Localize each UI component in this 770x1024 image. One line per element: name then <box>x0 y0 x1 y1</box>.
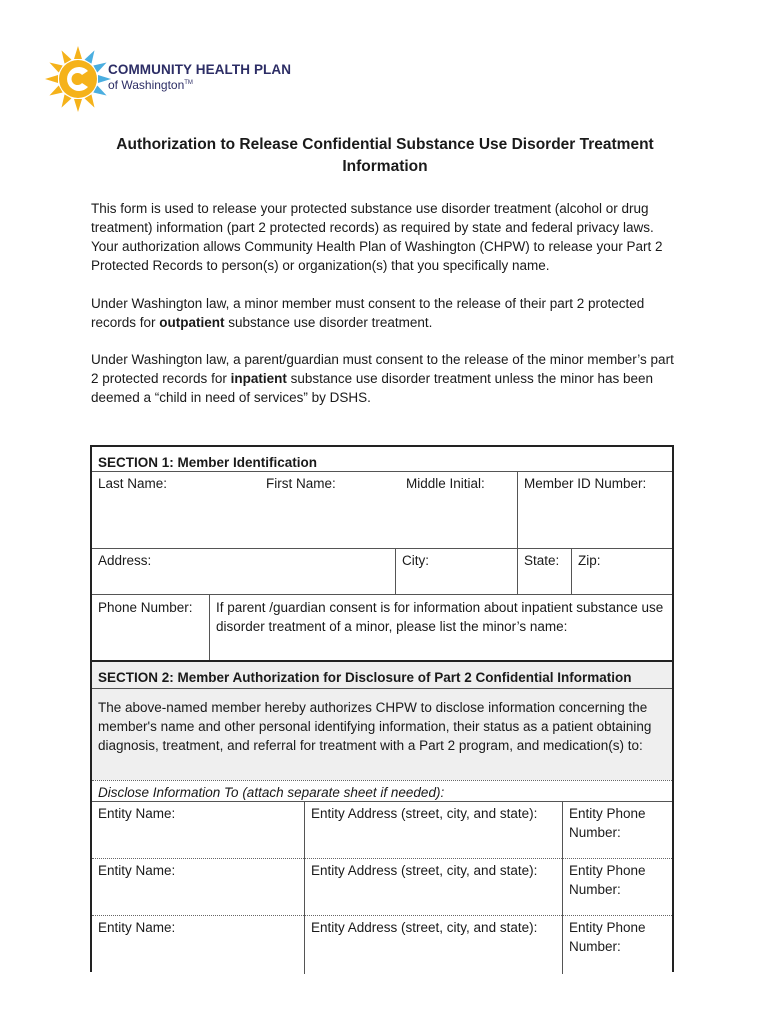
minor-name-note: If parent /guardian consent is for information about inpatient substance use disorder treatment of a minor, please list the minor’s name: <box>216 600 664 634</box>
entity-name-label: Entity Name: <box>98 806 176 821</box>
document-title: Authorization to Release Confidential Substance Use Disorder Treatment Information <box>116 136 654 175</box>
member-id-field[interactable] <box>518 492 674 547</box>
phone-label: Phone Number: <box>98 600 193 615</box>
entity-address-label: Entity Address (street, city, and state): <box>311 920 538 935</box>
entity-name-label: Entity Name: <box>98 863 176 878</box>
entity-name-label: Entity Name: <box>98 920 176 935</box>
phone-field[interactable] <box>92 617 208 659</box>
city-field[interactable] <box>396 567 516 593</box>
entity-address-label: Entity Address (street, city, and state): <box>311 863 538 878</box>
intro-paragraph-1: This form is used to release your protected substance use disorder treatment (alcohol or drug treatment) information (part 2 protected records) as required by state and federal privacy laws. Your authorization allows Community Health Plan of Washington (CHPW) to release your Part 2 Protected Records to person(s) or organization(s) that you specifically name. <box>91 201 663 273</box>
sun-rays-icon <box>45 46 111 112</box>
authorization-form <box>90 445 674 972</box>
last-name-label: Last Name: <box>98 476 168 491</box>
first-name-label: First Name: <box>266 476 336 491</box>
section2-header: SECTION 2: Member Authorization for Disclosure of Part 2 Confidential Information <box>98 670 632 685</box>
entity-phone-label: Entity Phone Number: <box>569 806 646 840</box>
entity-phone-label: Entity Phone Number: <box>569 863 646 897</box>
member-id-label: Member ID Number: <box>524 476 647 491</box>
intro-paragraph-3: Under Washington law, a parent/guardian must consent to the release of the minor member’s part 2 protected records for inpatient substance use disorder treatment unless the minor has been deemed a “child in need of services” by DSHS. <box>91 352 674 405</box>
state-field[interactable] <box>518 567 570 593</box>
zip-field[interactable] <box>572 567 674 593</box>
intro-paragraph-2: Under Washington law, a minor member must consent to the release of their part 2 protected records for outpatient substance use disorder treatment. <box>91 296 645 330</box>
middle-initial-label: Middle Initial: <box>406 476 485 491</box>
section1-header: SECTION 1: Member Identification <box>98 455 318 470</box>
address-label: Address: <box>98 553 152 568</box>
zip-label: Zip: <box>578 553 601 568</box>
entity-address-label: Entity Address (street, city, and state): <box>311 806 538 821</box>
entity-phone-label: Entity Phone Number: <box>569 920 646 954</box>
disclose-to-label: Disclose Information To (attach separate sheet if needed): <box>98 785 445 800</box>
minor-name-field[interactable] <box>210 637 674 659</box>
state-label: State: <box>524 553 560 568</box>
authorization-statement: The above-named member hereby authorizes CHPW to disclose information concerning the member's name and other personal identifying information, their status as a patient obtaining diagnosis, treatment, and referral for treatment with a Part 2 program, and medication(s) to: <box>98 700 652 753</box>
city-label: City: <box>402 553 429 568</box>
logo-wordmark: COMMUNITY HEALTH PLAN <box>108 62 292 77</box>
logo-subtitle: of Washington™ <box>108 78 193 92</box>
address-field[interactable] <box>92 567 394 593</box>
name-fields[interactable] <box>92 492 516 547</box>
